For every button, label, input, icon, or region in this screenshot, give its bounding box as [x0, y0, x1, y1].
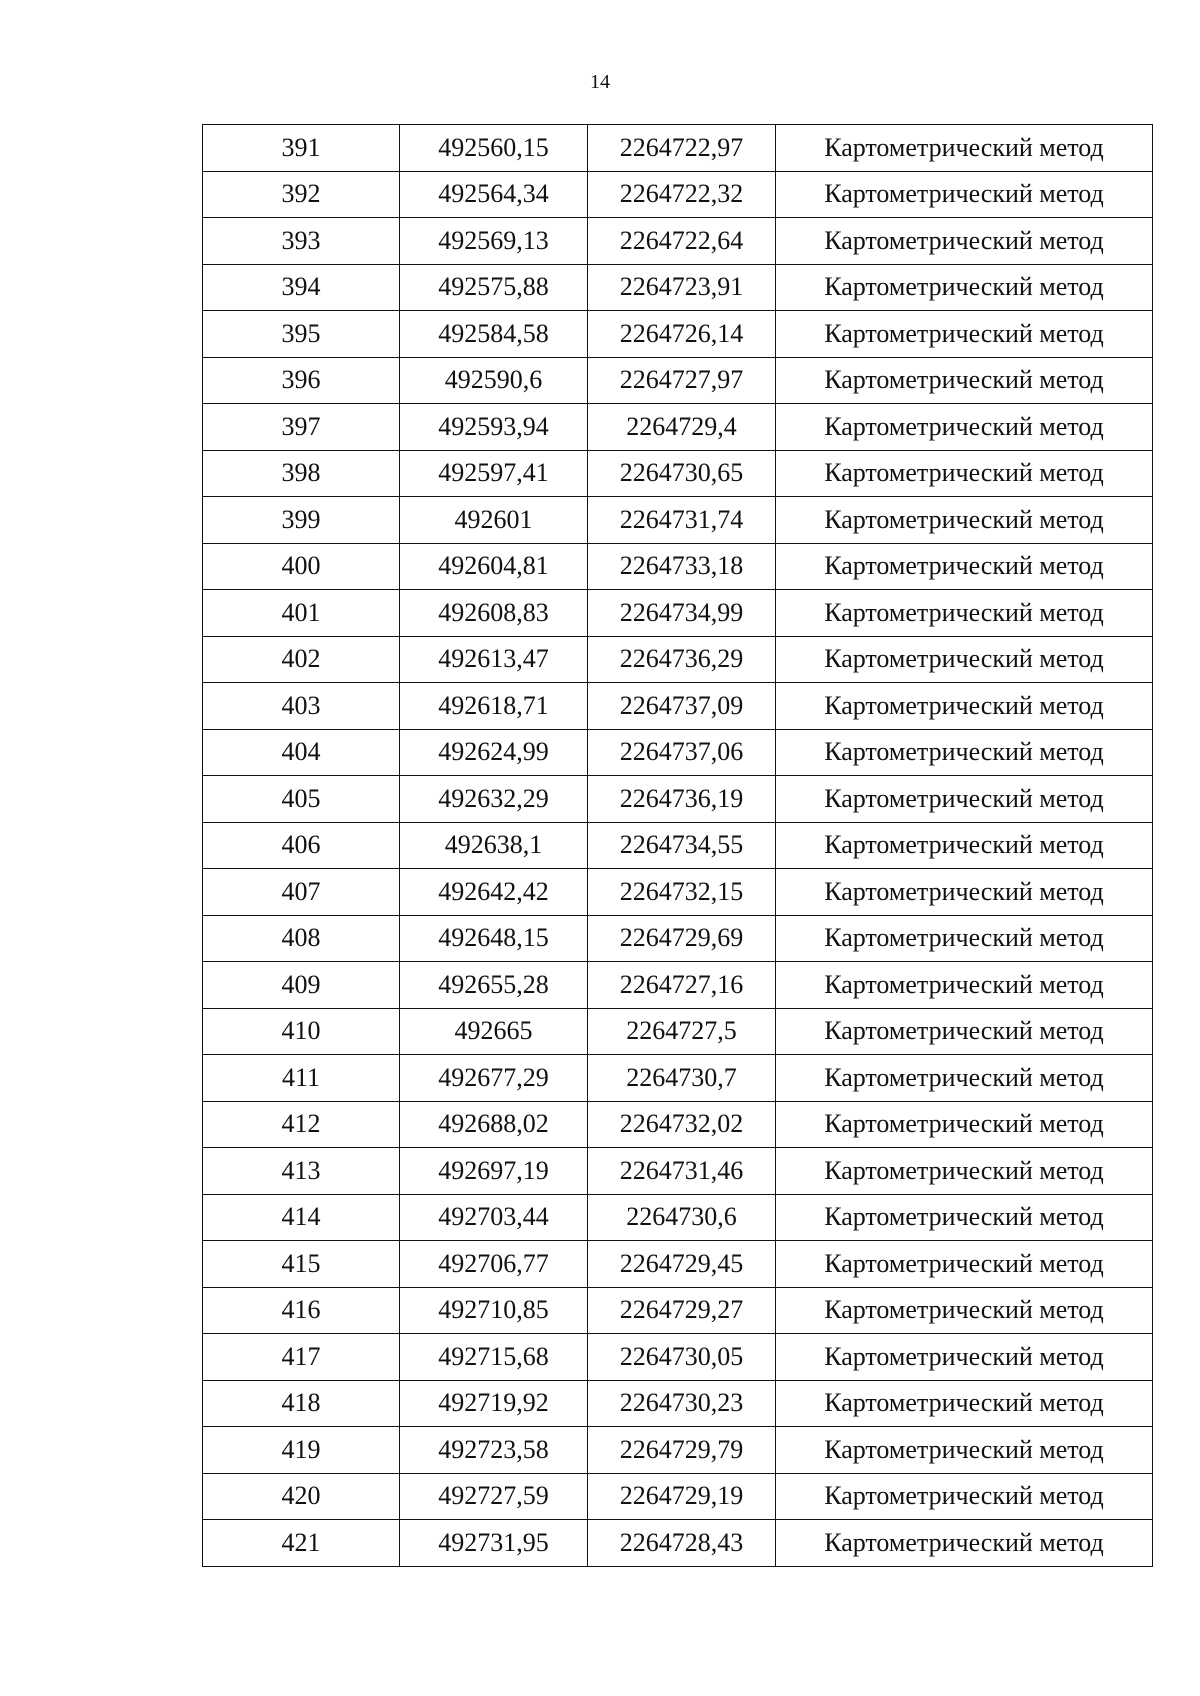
- y-coordinate-cell: 2264729,79: [588, 1427, 776, 1474]
- method-cell: Картометрический метод: [776, 497, 1153, 544]
- x-coordinate-cell: 492593,94: [400, 404, 588, 451]
- y-coordinate-cell: 2264728,43: [588, 1520, 776, 1567]
- table-row: [203, 776, 1153, 823]
- table-row: [203, 1520, 1153, 1567]
- y-coordinate-cell: 2264732,02: [588, 1101, 776, 1148]
- x-coordinate-cell: 492731,95: [400, 1520, 588, 1567]
- y-coordinate-cell: 2264729,45: [588, 1241, 776, 1288]
- coordinates-table: [202, 124, 1153, 1567]
- x-coordinate-cell: 492597,41: [400, 450, 588, 497]
- y-coordinate-cell: 2264730,05: [588, 1334, 776, 1381]
- table-row: [203, 264, 1153, 311]
- table-row: [203, 915, 1153, 962]
- table-row: [203, 1055, 1153, 1102]
- y-coordinate-cell: 2264722,32: [588, 171, 776, 218]
- x-coordinate-cell: 492688,02: [400, 1101, 588, 1148]
- x-coordinate-cell: 492604,81: [400, 543, 588, 590]
- y-coordinate-cell: 2264730,6: [588, 1194, 776, 1241]
- method-cell: Картометрический метод: [776, 311, 1153, 358]
- point-number-cell: 401: [203, 590, 400, 637]
- point-number-cell: 413: [203, 1148, 400, 1195]
- table-row: [203, 1473, 1153, 1520]
- point-number-cell: 407: [203, 869, 400, 916]
- y-coordinate-cell: 2264729,27: [588, 1287, 776, 1334]
- table-row: [203, 1380, 1153, 1427]
- method-cell: Картометрический метод: [776, 1334, 1153, 1381]
- point-number-cell: 409: [203, 962, 400, 1009]
- y-coordinate-cell: 2264731,74: [588, 497, 776, 544]
- method-cell: Картометрический метод: [776, 171, 1153, 218]
- x-coordinate-cell: 492638,1: [400, 822, 588, 869]
- method-cell: Картометрический метод: [776, 1101, 1153, 1148]
- point-number-cell: 406: [203, 822, 400, 869]
- method-cell: Картометрический метод: [776, 636, 1153, 683]
- y-coordinate-cell: 2264727,16: [588, 962, 776, 1009]
- table-row: [203, 311, 1153, 358]
- table-row: [203, 450, 1153, 497]
- method-cell: Картометрический метод: [776, 450, 1153, 497]
- method-cell: Картометрический метод: [776, 869, 1153, 916]
- point-number-cell: 417: [203, 1334, 400, 1381]
- point-number-cell: 414: [203, 1194, 400, 1241]
- x-coordinate-cell: 492665: [400, 1008, 588, 1055]
- point-number-cell: 399: [203, 497, 400, 544]
- method-cell: Картометрический метод: [776, 1427, 1153, 1474]
- coordinates-table-body: [203, 125, 1153, 1567]
- table-row: [203, 1334, 1153, 1381]
- table-row: [203, 962, 1153, 1009]
- method-cell: Картометрический метод: [776, 1055, 1153, 1102]
- method-cell: Картометрический метод: [776, 404, 1153, 451]
- table-row: [203, 683, 1153, 730]
- x-coordinate-cell: 492618,71: [400, 683, 588, 730]
- x-coordinate-cell: 492706,77: [400, 1241, 588, 1288]
- point-number-cell: 410: [203, 1008, 400, 1055]
- x-coordinate-cell: 492569,13: [400, 218, 588, 265]
- table-row: [203, 1148, 1153, 1195]
- method-cell: Картометрический метод: [776, 1194, 1153, 1241]
- method-cell: Картометрический метод: [776, 915, 1153, 962]
- table-row: [203, 1008, 1153, 1055]
- x-coordinate-cell: 492564,34: [400, 171, 588, 218]
- point-number-cell: 398: [203, 450, 400, 497]
- point-number-cell: 419: [203, 1427, 400, 1474]
- point-number-cell: 408: [203, 915, 400, 962]
- method-cell: Картометрический метод: [776, 729, 1153, 776]
- y-coordinate-cell: 2264727,97: [588, 357, 776, 404]
- x-coordinate-cell: 492723,58: [400, 1427, 588, 1474]
- method-cell: Картометрический метод: [776, 683, 1153, 730]
- point-number-cell: 397: [203, 404, 400, 451]
- table-row: [203, 357, 1153, 404]
- y-coordinate-cell: 2264730,23: [588, 1380, 776, 1427]
- y-coordinate-cell: 2264726,14: [588, 311, 776, 358]
- method-cell: Картометрический метод: [776, 1008, 1153, 1055]
- y-coordinate-cell: 2264732,15: [588, 869, 776, 916]
- table-row: [203, 404, 1153, 451]
- y-coordinate-cell: 2264723,91: [588, 264, 776, 311]
- point-number-cell: 393: [203, 218, 400, 265]
- point-number-cell: 418: [203, 1380, 400, 1427]
- x-coordinate-cell: 492613,47: [400, 636, 588, 683]
- y-coordinate-cell: 2264729,4: [588, 404, 776, 451]
- table-row: [203, 590, 1153, 637]
- point-number-cell: 421: [203, 1520, 400, 1567]
- point-number-cell: 404: [203, 729, 400, 776]
- table-row: [203, 543, 1153, 590]
- x-coordinate-cell: 492648,15: [400, 915, 588, 962]
- method-cell: Картометрический метод: [776, 1148, 1153, 1195]
- table-row: [203, 1101, 1153, 1148]
- x-coordinate-cell: 492655,28: [400, 962, 588, 1009]
- table-row: [203, 729, 1153, 776]
- x-coordinate-cell: 492601: [400, 497, 588, 544]
- point-number-cell: 412: [203, 1101, 400, 1148]
- point-number-cell: 420: [203, 1473, 400, 1520]
- y-coordinate-cell: 2264729,19: [588, 1473, 776, 1520]
- method-cell: Картометрический метод: [776, 264, 1153, 311]
- point-number-cell: 395: [203, 311, 400, 358]
- table-row: [203, 1241, 1153, 1288]
- y-coordinate-cell: 2264722,97: [588, 125, 776, 172]
- x-coordinate-cell: 492703,44: [400, 1194, 588, 1241]
- x-coordinate-cell: 492608,83: [400, 590, 588, 637]
- point-number-cell: 416: [203, 1287, 400, 1334]
- y-coordinate-cell: 2264727,5: [588, 1008, 776, 1055]
- point-number-cell: 403: [203, 683, 400, 730]
- table-row: [203, 1194, 1153, 1241]
- table-row: [203, 171, 1153, 218]
- x-coordinate-cell: 492677,29: [400, 1055, 588, 1102]
- method-cell: Картометрический метод: [776, 1241, 1153, 1288]
- method-cell: Картометрический метод: [776, 218, 1153, 265]
- point-number-cell: 391: [203, 125, 400, 172]
- point-number-cell: 411: [203, 1055, 400, 1102]
- table-row: [203, 636, 1153, 683]
- point-number-cell: 402: [203, 636, 400, 683]
- table-row: [203, 218, 1153, 265]
- y-coordinate-cell: 2264731,46: [588, 1148, 776, 1195]
- y-coordinate-cell: 2264736,19: [588, 776, 776, 823]
- table-row: [203, 869, 1153, 916]
- x-coordinate-cell: 492642,42: [400, 869, 588, 916]
- table-row: [203, 497, 1153, 544]
- y-coordinate-cell: 2264722,64: [588, 218, 776, 265]
- point-number-cell: 392: [203, 171, 400, 218]
- y-coordinate-cell: 2264734,55: [588, 822, 776, 869]
- x-coordinate-cell: 492632,29: [400, 776, 588, 823]
- point-number-cell: 396: [203, 357, 400, 404]
- y-coordinate-cell: 2264730,7: [588, 1055, 776, 1102]
- point-number-cell: 415: [203, 1241, 400, 1288]
- table-row: [203, 1427, 1153, 1474]
- x-coordinate-cell: 492560,15: [400, 125, 588, 172]
- y-coordinate-cell: 2264736,29: [588, 636, 776, 683]
- y-coordinate-cell: 2264729,69: [588, 915, 776, 962]
- y-coordinate-cell: 2264737,06: [588, 729, 776, 776]
- page-number: 14: [590, 71, 610, 93]
- table-row: [203, 125, 1153, 172]
- y-coordinate-cell: 2264730,65: [588, 450, 776, 497]
- method-cell: Картометрический метод: [776, 1380, 1153, 1427]
- method-cell: Картометрический метод: [776, 1473, 1153, 1520]
- method-cell: Картометрический метод: [776, 776, 1153, 823]
- y-coordinate-cell: 2264734,99: [588, 590, 776, 637]
- x-coordinate-cell: 492584,58: [400, 311, 588, 358]
- x-coordinate-cell: 492727,59: [400, 1473, 588, 1520]
- point-number-cell: 400: [203, 543, 400, 590]
- x-coordinate-cell: 492710,85: [400, 1287, 588, 1334]
- method-cell: Картометрический метод: [776, 822, 1153, 869]
- method-cell: Картометрический метод: [776, 357, 1153, 404]
- point-number-cell: 405: [203, 776, 400, 823]
- x-coordinate-cell: 492590,6: [400, 357, 588, 404]
- point-number-cell: 394: [203, 264, 400, 311]
- x-coordinate-cell: 492719,92: [400, 1380, 588, 1427]
- method-cell: Картометрический метод: [776, 1520, 1153, 1567]
- x-coordinate-cell: 492697,19: [400, 1148, 588, 1195]
- method-cell: Картометрический метод: [776, 590, 1153, 637]
- table-row: [203, 1287, 1153, 1334]
- x-coordinate-cell: 492624,99: [400, 729, 588, 776]
- y-coordinate-cell: 2264733,18: [588, 543, 776, 590]
- y-coordinate-cell: 2264737,09: [588, 683, 776, 730]
- x-coordinate-cell: 492715,68: [400, 1334, 588, 1381]
- table-row: [203, 822, 1153, 869]
- method-cell: Картометрический метод: [776, 962, 1153, 1009]
- method-cell: Картометрический метод: [776, 1287, 1153, 1334]
- method-cell: Картометрический метод: [776, 125, 1153, 172]
- x-coordinate-cell: 492575,88: [400, 264, 588, 311]
- method-cell: Картометрический метод: [776, 543, 1153, 590]
